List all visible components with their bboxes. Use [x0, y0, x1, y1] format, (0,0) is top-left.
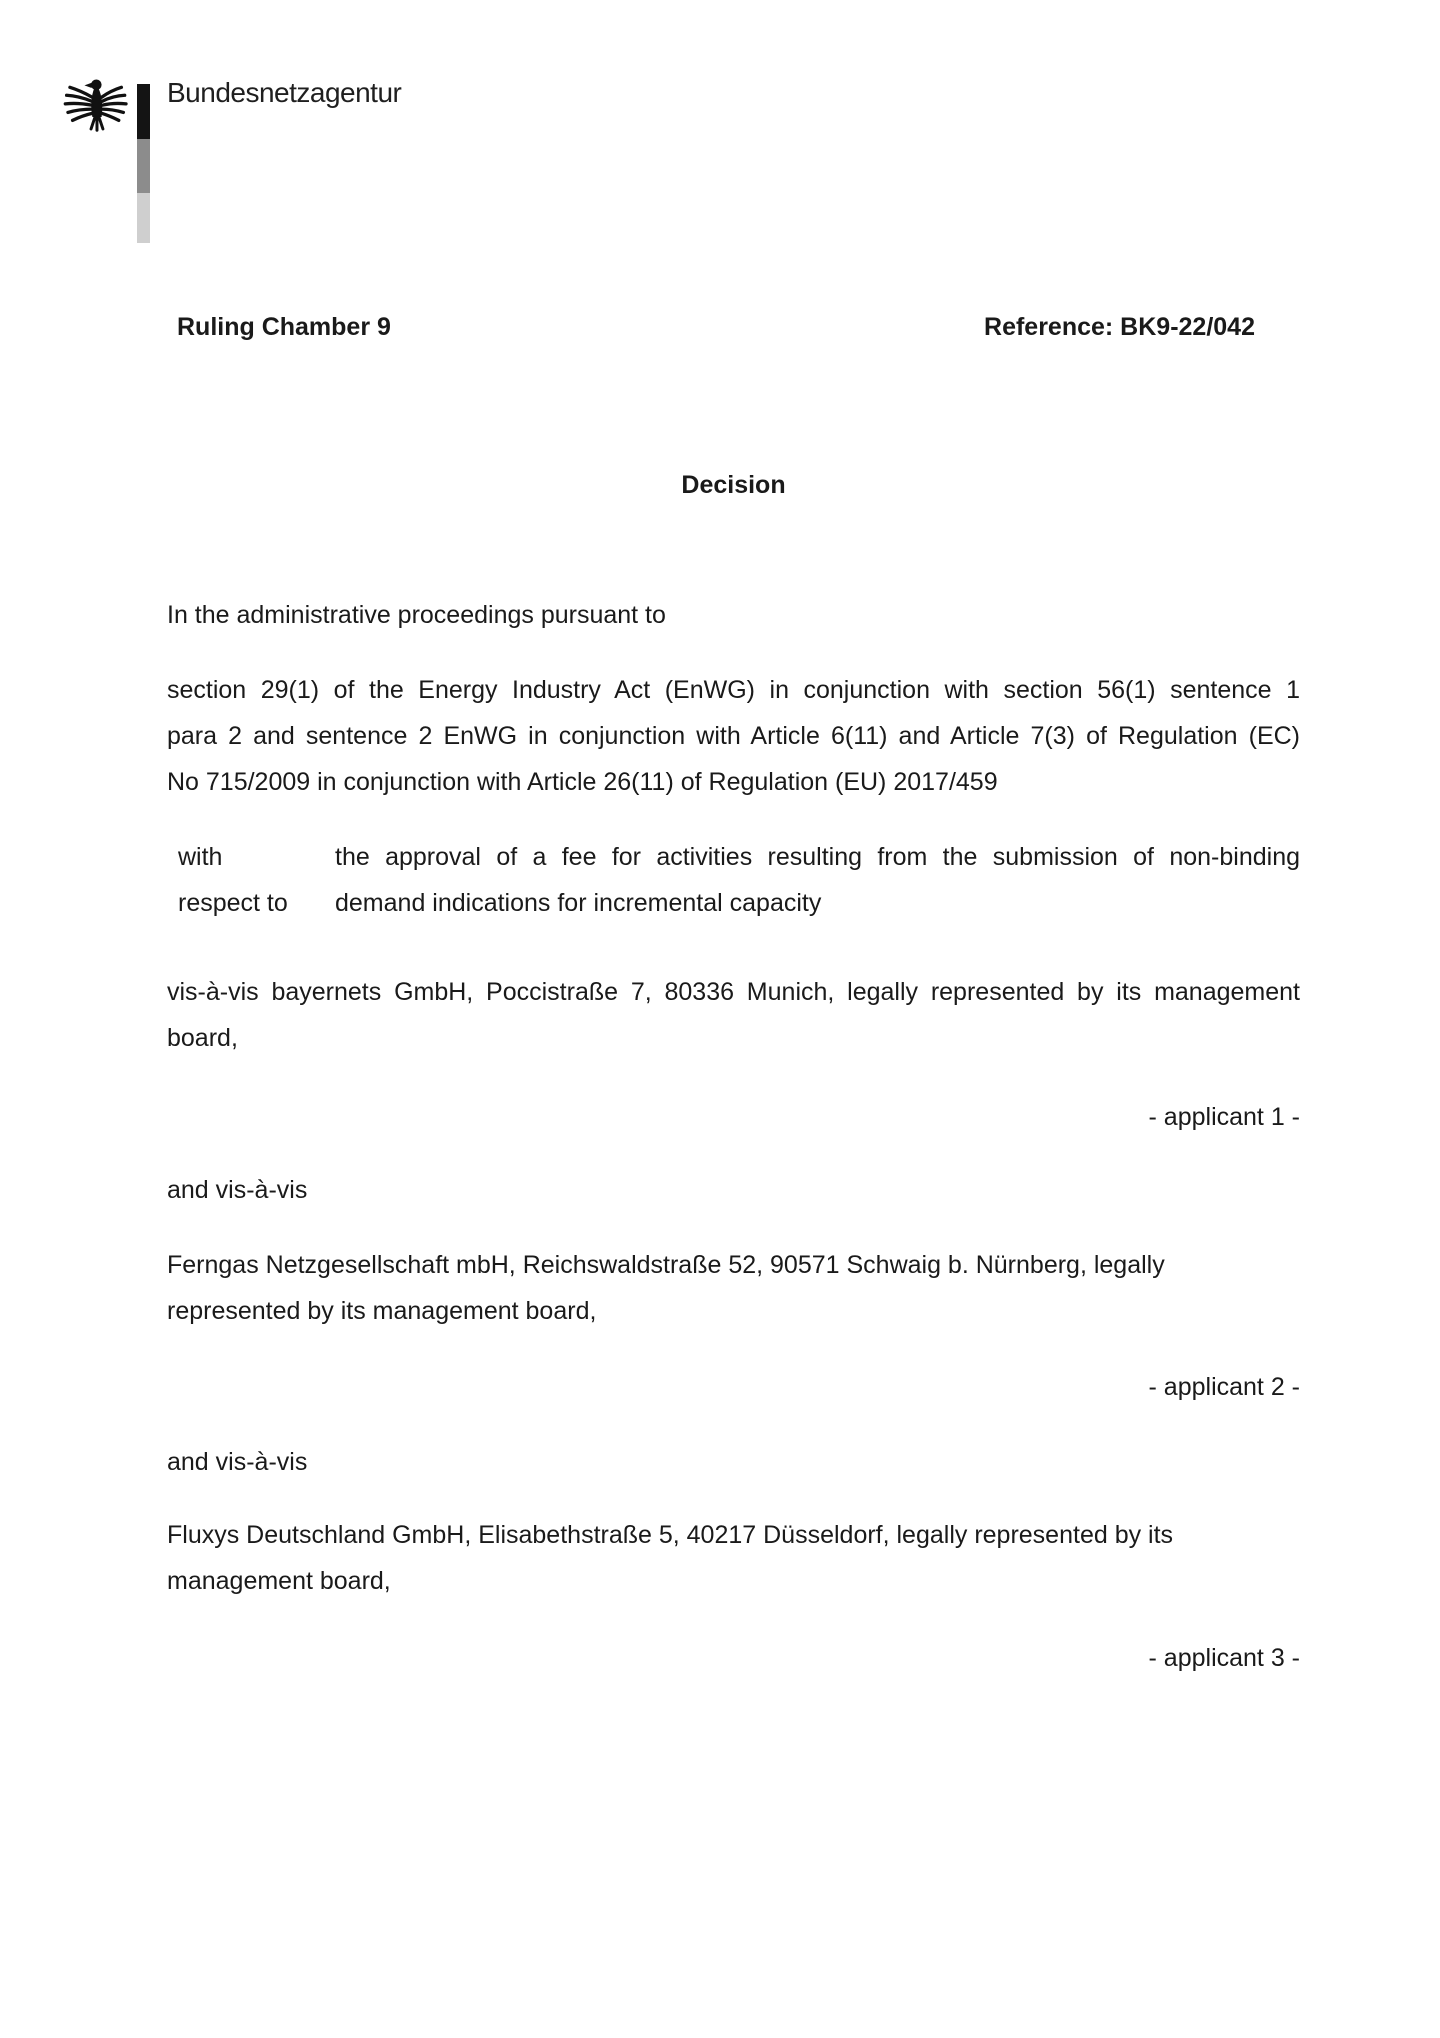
subject-label-line: respect to	[178, 889, 288, 917]
legal-basis-line: No 715/2009 in conjunction with Article 26(11) of Regulation (EU) 2017/459	[167, 768, 998, 796]
applicant-line: vis-à-vis bayernets GmbH, Poccistraße 7, 80336 Munich, legally represented by its management	[167, 978, 1300, 1006]
reference-number: Reference: BK9-22/042	[984, 313, 1255, 341]
applicant-line: Fluxys Deutschland GmbH, Elisabethstraße 5, 40217 Düsseldorf, legally represented by its	[167, 1521, 1174, 1549]
subject-text-line: the approval of a fee for activities resulting from the submission of non-binding	[335, 843, 1300, 871]
decision-heading: Decision	[681, 471, 786, 499]
chamber-title: Ruling Chamber 9	[177, 313, 391, 341]
brand-name: Bundesnetzagentur	[167, 77, 402, 108]
intro-paragraph: In the administrative proceedings pursuant to	[167, 601, 666, 629]
subject-text-line: demand indications for incremental capacity	[335, 889, 822, 917]
logo-bar-segment-gray	[137, 139, 150, 193]
subject-label-line: with	[178, 843, 223, 871]
applicant-designation-2: - applicant 2 -	[1148, 1373, 1300, 1401]
subject-block	[167, 834, 1300, 926]
logo-bar	[137, 84, 150, 243]
logo-bar-segment-black	[137, 84, 150, 139]
subject-label	[167, 834, 335, 926]
applicant-paragraph-3	[167, 1512, 1300, 1604]
applicant-line: board,	[167, 1024, 238, 1052]
federal-eagle-icon	[62, 76, 128, 137]
legal-basis-line: para 2 and sentence 2 EnWG in conjunction with Article 6(11) and Article 7(3) of Regulation (EC)	[167, 722, 1300, 750]
legal-basis-paragraph	[167, 667, 1300, 805]
applicant-designation-1: - applicant 1 -	[1148, 1103, 1300, 1131]
applicant-line: represented by its management board,	[167, 1297, 597, 1325]
applicant-line: management board,	[167, 1567, 391, 1595]
legal-basis-line: section 29(1) of the Energy Industry Act (EnWG) in conjunction with section 56(1) sentence 1	[167, 676, 1300, 704]
and-vis-a-vis-2: and vis-à-vis	[167, 1448, 308, 1476]
and-vis-a-vis-1: and vis-à-vis	[167, 1176, 308, 1204]
logo-bar-segment-lightgray	[137, 193, 150, 243]
applicant-paragraph-1	[167, 969, 1300, 1061]
subject-text	[335, 834, 1300, 926]
bundesnetzagentur-logo	[0, 0, 1440, 260]
applicant-designation-3: - applicant 3 -	[1148, 1644, 1300, 1672]
applicant-paragraph-2	[167, 1242, 1300, 1334]
applicant-line: Ferngas Netzgesellschaft mbH, Reichswaldstraße 52, 90571 Schwaig b. Nürnberg, legally	[167, 1251, 1165, 1279]
